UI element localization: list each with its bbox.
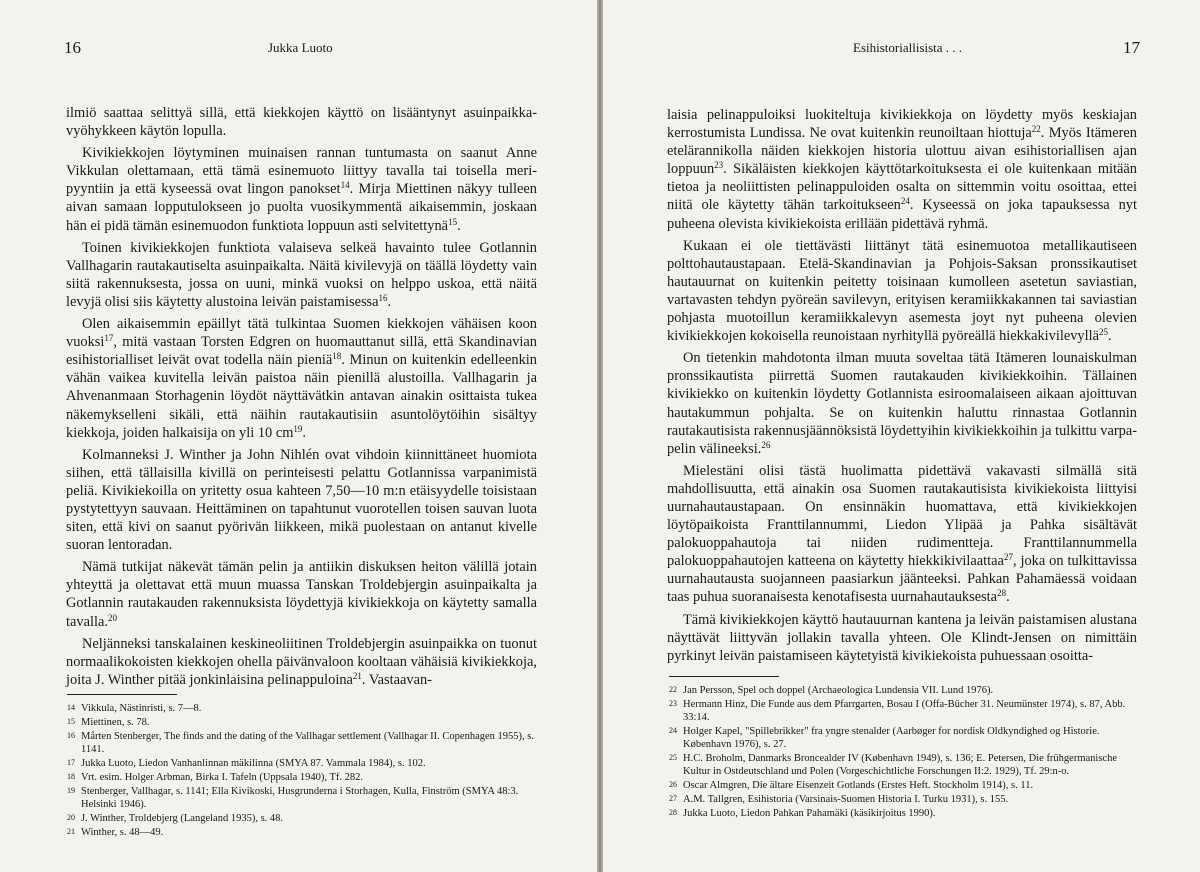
footnote-number: 24 — [669, 726, 677, 735]
footnote-number: 15 — [67, 717, 75, 726]
left-page — [0, 0, 597, 872]
footnote — [67, 716, 537, 729]
left-paragraph — [66, 144, 537, 234]
paragraph-text: . — [1108, 328, 1112, 345]
footnote-ref: 22 — [1031, 124, 1041, 135]
footnote-number: 16 — [67, 731, 75, 740]
right-running-head: Esihistoriallisista . . . — [853, 40, 963, 55]
paragraph-text: Kukaan ei ole tiettävästi liittänyt tätä esinemuotoa metallikautiseen polttohautaustapaan. Etelä-Skandinavian ja Pohjois-Saksan pronssikautiset hautauurnat on kuitenkin peitetty toisinaan kumolleen asetetun saviastian, vartavasten tehdyn pyöreän savilevyn, erityisen keramiikkakannen tai saviastian pohjasta muotoillun keramiikkalevyn asemesta joyt nyt puheena olevien kivikiekkojen kokoisella reunoistaan nyrhityllä pyöreällä hiekkakivilevyllä — [667, 237, 1137, 345]
footnote-text: Mårten Stenberger, The finds and the dating of the Vallhagar settlement (Vallhagar II. Copenhagen 1955), s. 1141. — [81, 731, 534, 755]
paragraph-text: , mitä vastaan Torsten Edgren on huomauttanut sillä, että Skandinavian esihistorialliset leivät ovat todella näin pieniä — [66, 334, 537, 369]
right-body-text — [667, 106, 1137, 669]
right-paragraph — [667, 106, 1137, 233]
footnote-text: Miettinen, s. 78. — [81, 717, 150, 728]
footnote-number: 19 — [67, 786, 75, 795]
footnote-text: A.M. Tallgren, Esihistoria (Varsinais-Suomen Historia I. Turku 1931), s. 155. — [683, 794, 1009, 805]
paragraph-text: Toinen kivikiekkojen funktiota valaiseva selkeä havainto tulee Gotlannin Vallhagarin rautakautiselta asuinpaikalta. Näitä kivilevyjä on täällä löydetty vain siitä rakennuksesta, jossa on uuni, minkä vuoksi on helppo uskoa, että näitä levyjä olisi siis käytetty alustoina leivän paistamisessa — [66, 239, 537, 310]
paragraph-text: . — [387, 293, 392, 310]
footnote-number: 23 — [669, 699, 677, 708]
footnote-ref: 20 — [107, 612, 117, 623]
left-page-number: 16 — [64, 38, 81, 57]
right-paragraph — [667, 611, 1137, 665]
right-page-number: 17 — [1123, 38, 1140, 57]
footnote — [67, 771, 537, 784]
paragraph-text: Olen aikaisemmin epäillyt tätä tulkintaa Suomen kiekkojen vähäisen koon vuoksi — [66, 316, 537, 351]
footnote-text: Vikkula, Nästinristi, s. 7—8. — [81, 703, 202, 714]
footnote-text: Jan Persson, Spel och doppel (Archaeologica Lundensia VII. Lund 1976). — [683, 685, 994, 696]
footnote — [669, 752, 1139, 778]
paragraph-text: Nämä tutkijat näkevät tämän pelin ja antiikin diskuksen heiton välillä jotain yhteyttä ja olettavat että muun muassa Tanskan Troldebjergin asuinpaikalta ja Gotlannin rautakauden rakennuksista löydettyjä kivikiekkoja on käytetty samalla tavalla. — [66, 559, 537, 630]
footnote — [669, 725, 1139, 751]
paragraph-text: . — [1006, 589, 1010, 606]
paragraph-text: Tämä kivikiekkojen käyttö hautauurnan kantena ja leivän paistamisen alustana näyttävät liittyvän jollakin tavalla yhteen. Ole Klindt-Jensen on nimittäin pyrkinyt leivän paistamiseen käytetyistä kivikiekoista puhuessaan osoitta- — [667, 611, 1137, 664]
footnote-text: J. Winther, Troldebjerg (Langeland 1935), s. 48. — [81, 813, 284, 824]
footnote — [669, 684, 1139, 697]
right-page — [603, 0, 1200, 872]
paragraph-text: . Vastaavan- — [361, 671, 432, 688]
footnote-ref: 17 — [104, 333, 114, 344]
right-footnotes — [669, 684, 1139, 821]
right-paragraph — [667, 462, 1137, 607]
paragraph-text: . Minun on kuitenkin edelleenkin vähän vaikea kuvitella leivän paistoa näin pienillä alustoilla. Vallhagarin ja Ahvenanmaan Storhagenin löydöt näyttävätkin antavan ainakin osittaista tukea näkemykselleni sikäli, että näihin rautakautisiin asuntolöytöihin sisältyy kiekkoja, joiden halkaisija on yli 10 cm — [66, 352, 537, 441]
footnote-ref: 18 — [332, 351, 342, 362]
paragraph-text: , joka on tulkittavissa uurnahautausta suojanneen paasiarkun jäänteeksi. Pahkan Pahamäessä voidaan taas puhua suoranaisesta kenotafisesta uurnahautauksesta — [667, 553, 1137, 606]
paragraph-text: Neljänneksi tanskalainen keskineoliitinen Troldebjergin asuinpaikka on tuonut normaalikokoisten kiekkojen ohella päivänvaloon kooltaan vähäisiä kivikiekkoja, joita J. Winther pitää jonkinlaisina pelinappuloina — [66, 635, 537, 688]
left-body-text — [66, 104, 537, 693]
footnote-ref: 26 — [761, 439, 771, 450]
footnote-number: 25 — [669, 753, 677, 762]
footnote-ref: 23 — [714, 160, 724, 171]
footnote-text: Stenberger, Vallhagar, s. 1141; Ella Kivikoski, Husgrunderna i Storhagen, Kulla, Finström (SMYA 48:3. Helsinki 1946). — [81, 786, 519, 810]
right-paragraph — [667, 237, 1137, 346]
footnote-ref: 25 — [1099, 327, 1109, 338]
footnote-number: 20 — [67, 813, 75, 822]
footnote — [67, 785, 537, 811]
footnote — [67, 730, 537, 756]
footnote-number: 28 — [669, 808, 677, 817]
footnote-number: 18 — [67, 772, 75, 781]
footnote — [669, 698, 1139, 724]
footnote-ref: 16 — [378, 292, 388, 303]
paragraph-text: . Mirja Miettinen näkyy tulleen aivan samaan lopputulokseen jo puolta vuosikymmentä aikaisemmin, joskaan hän ei pidä tämän esinemuodon funktiota loppuun asti selvitettynä — [66, 181, 537, 234]
footnote-number: 14 — [67, 703, 75, 712]
footnote-ref: 27 — [1003, 552, 1013, 563]
paragraph-text: laisia pelinappuloiksi luokiteltuja kivikiekkoja on löydetty myös keskiajan kerrostumista Lundissa. Ne ovat kuitenkin reunoiltaan hiottuja — [667, 107, 1137, 142]
footnote-text: Vrt. esim. Holger Arbman, Birka I. Tafeln (Uppsala 1940), Tf. 282. — [81, 772, 363, 783]
footnote — [67, 826, 537, 839]
footnote — [67, 702, 537, 715]
footnote-text: Hermann Hinz, Die Funde aus dem Pfarrgarten, Bosau I (Offa-Bücher 31. Neumünster 1974), s. 87, Abb. 33:14. — [683, 699, 1126, 723]
footnote-number: 26 — [669, 780, 677, 789]
footnote-text: Holger Kapel, "Spillebrikker" fra yngre stenalder (Aarbøger for nordisk Oldkyndighed og Historie. København 1976), s. 27. — [683, 726, 1100, 750]
right-paragraph — [667, 349, 1137, 458]
footnote-text: Jukka Luoto, Liedon Vanhanlinnan mäkilinna (SMYA 87. Vammala 1984), s. 102. — [81, 758, 426, 769]
left-paragraph — [66, 446, 537, 555]
left-paragraph — [66, 558, 537, 630]
footnote-number: 22 — [669, 685, 677, 694]
paragraph-text: Kivikiekkojen löytyminen muinaisen rannan tuntumasta on saanut Anne Vikkulan olettamaan, että tämä esinemuoto liittyy tavalla tai toisella meri-pyyntiin ja että kyseessä ovat lingon panokset — [66, 145, 537, 198]
paragraph-text: On tietenkin mahdotonta ilman muuta soveltaa tätä Itämeren lounaiskulman pronssikautista piirrettä Suomen rautakauden kivikiekkoihin. Tällainen kivikiekko on kuitenkin löydetty Gotlannista esiroomalaiseen aikaan ajoittuvan hautakummun pohjalta. Se on kuitenkin haluttu rinnastaa Gotlannin rautakautisista rakennusjäännöksistä löydettyihin kivikiekkoihin ja tulkittu varpa-pelin välineeksi. — [667, 350, 1137, 457]
footnote-ref: 21 — [352, 670, 362, 681]
paragraph-text: ilmiö saattaa selittyä sillä, että kiekkojen käyttö on lisääntynyt asuinpaikka-vyöhykkeen käytön lopulla. — [66, 105, 537, 140]
footnote — [669, 793, 1139, 806]
footnote-number: 17 — [67, 758, 75, 767]
footnote-text: Oscar Almgren, Die ältare Eisenzeit Gotlands (Erstes Heft. Stockholm 1914), s. 11. — [683, 780, 1034, 791]
left-paragraph — [66, 239, 537, 311]
footnote — [67, 757, 537, 770]
footnote-text: H.C. Broholm, Danmarks Broncealder IV (København 1949), s. 136; E. Petersen, Die frühgermanische Kultur in Ostdeutschland und Polen (Vorgeschichtliche Forschungen II:2. 1929), Tf. 29:n-o. — [683, 753, 1117, 777]
paragraph-text: . Kyseessä on joka tapauksessa nyt puheena olevista kivikiekoista erillään pidettävä ryhmä. — [667, 197, 1137, 232]
footnote — [67, 812, 537, 825]
footnote-ref: 24 — [900, 196, 910, 207]
left-paragraph — [66, 635, 537, 689]
left-running-head: Jukka Luoto — [268, 40, 333, 55]
footnote-text: Jukka Luoto, Liedon Pahkan Pahamäki (käsikirjoitus 1990). — [683, 808, 936, 819]
footnote-ref: 28 — [997, 588, 1007, 599]
footnote — [669, 779, 1139, 792]
left-footnotes — [67, 702, 537, 840]
paragraph-text: Kolmanneksi J. Winther ja John Nihlén ovat vihdoin kiinnittäneet huomiota siihen, että tällaisilla kivillä on perinteisesti pelattu Gotlannissa varpanimistä peliä. Kivikiekoilla on yritetty osua kahteen 7,50—10 m:n etäisyydelle toisistaan pystytettyyn sauvaan. Heittäminen on tapahtunut vuorotellen toisen sauvan luota siten, että kivi on saanut pyörivän liikkeen, mikä puolestaan on antanut kivelle suoran lentoradan. — [66, 446, 537, 554]
paragraph-text: . Sikäläisten kiekkojen käyttötarkoituksesta ei ole kuitenkaan mitään tietoa ja neoliittisten pelinappuloiden osalta on sittemmin voitu osoittaa, ettei niitä ole käytetty tähän tarkoitukseen — [667, 161, 1137, 214]
footnote-number: 21 — [67, 827, 75, 836]
right-footnote-rule — [669, 676, 779, 677]
paragraph-text: . Myös Itämeren etelärannikolla näiden kiekkojen historia ulottuu aivan esihistoriallisen ajan loppuun — [667, 125, 1137, 178]
left-paragraph — [66, 104, 537, 140]
footnote-ref: 14 — [340, 180, 350, 191]
left-paragraph — [66, 315, 537, 442]
paragraph-text: . — [302, 424, 307, 441]
left-footnote-rule — [67, 694, 177, 695]
footnote — [669, 807, 1139, 820]
footnote-ref: 15 — [448, 216, 458, 227]
footnote-number: 27 — [669, 794, 677, 803]
footnote-ref: 19 — [293, 423, 303, 434]
paragraph-text: . — [457, 217, 461, 234]
paragraph-text: Mielestäni olisi tästä huolimatta pidettävä vakavasti silmällä sitä mahdollisuutta, että ainakin osa Suomen rautakautisista kivikiekoista liittyisi uurnahautaustapaan. On ensinnäkin huomattava, että kivikiekkojen löytöpaikoista Franttilannummi, Liedon Ylipää ja Pahka sisältävät palokuoppahautoja tai niiden rudimentteja. Franttilannummella palokuoppahautojen katteena on käytetty hiekkikivilaattaa — [667, 462, 1137, 570]
footnote-text: Winther, s. 48—49. — [81, 827, 164, 838]
